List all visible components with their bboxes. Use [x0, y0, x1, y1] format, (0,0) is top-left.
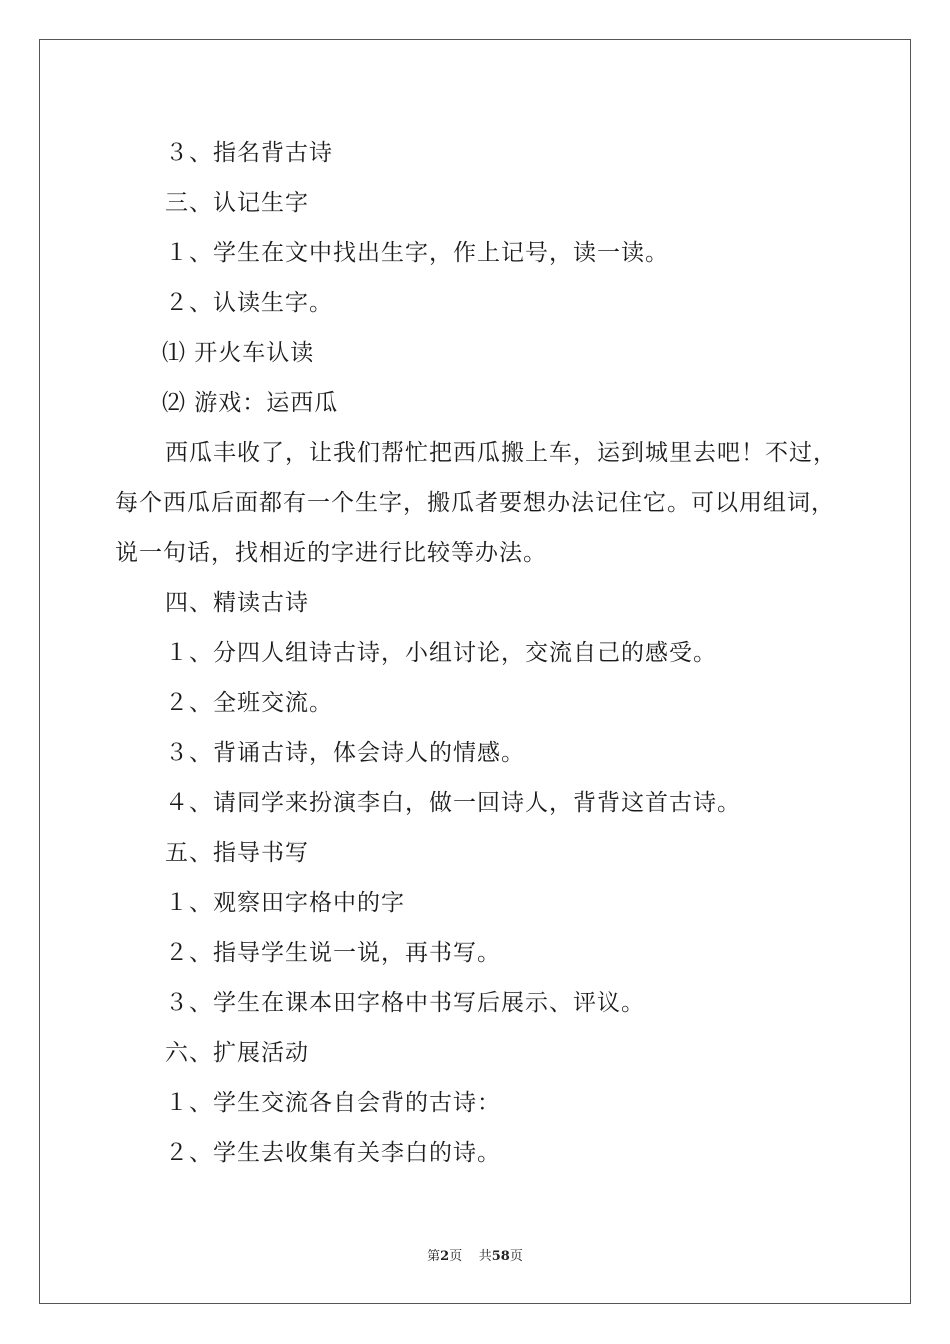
document-body [115, 128, 835, 1178]
footer-total-pages: 58 [491, 1249, 510, 1264]
section-heading: 三、认记生字 [165, 190, 309, 216]
footer-total-suffix: 页 [509, 1249, 523, 1264]
text-line: ２、指导学生说一说，再书写。 [165, 940, 501, 966]
text-line: ４、请同学来扮演李白，做一回诗人，背背这首古诗。 [165, 790, 741, 816]
footer-page-number: 2 [440, 1249, 450, 1264]
footer-page-suffix: 页 [449, 1249, 463, 1264]
text-line: ２、认读生字。 [165, 290, 333, 316]
paragraph-line: 每个西瓜后面都有一个生字，搬瓜者要想办法记住它。可以用组词， [115, 490, 835, 516]
text-line: １、学生交流各自会背的古诗： [165, 1090, 501, 1116]
paragraph-line: 西瓜丰收了，让我们帮忙把西瓜搬上车，运到城里去吧！不过， [165, 440, 837, 466]
text-line: １、分四人组诗古诗，小组讨论，交流自己的感受。 [165, 640, 717, 666]
text-line: ⑵ 游戏：运西瓜 [162, 390, 339, 416]
text-line: ３、背诵古诗，体会诗人的情感。 [165, 740, 525, 766]
footer-page-prefix: 第 [427, 1249, 441, 1264]
text-line: １、观察田字格中的字 [165, 890, 405, 916]
page-footer [0, 1245, 950, 1264]
text-line: ２、学生去收集有关李白的诗。 [165, 1140, 501, 1166]
paragraph-line: 说一句话，找相近的字进行比较等办法。 [115, 540, 547, 566]
text-line: ２、全班交流。 [165, 690, 333, 716]
text-line: ３、学生在课本田字格中书写后展示、评议。 [165, 990, 645, 1016]
text-line: ３、指名背古诗 [165, 140, 333, 166]
section-heading: 六、扩展活动 [165, 1040, 309, 1066]
section-heading: 四、精读古诗 [165, 590, 309, 616]
section-heading: 五、指导书写 [165, 840, 309, 866]
footer-total-prefix: 共 [478, 1249, 492, 1264]
text-line: ⑴ 开火车认读 [162, 340, 315, 366]
text-line: １、学生在文中找出生字，作上记号，读一读。 [165, 240, 669, 266]
